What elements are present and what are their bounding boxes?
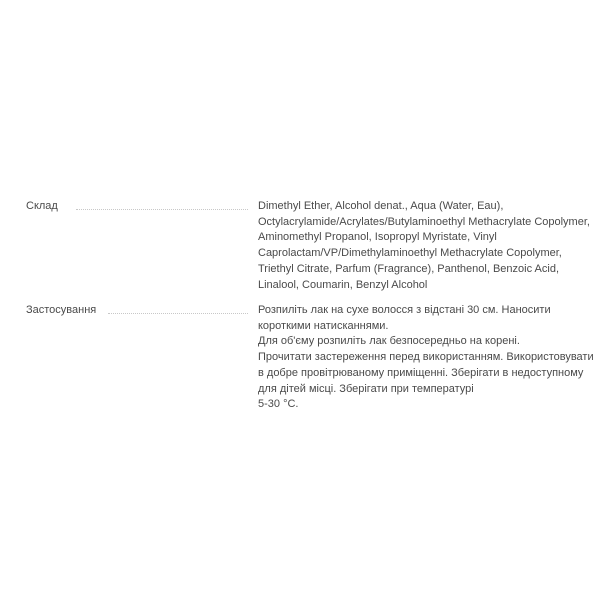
- spec-value-line: Triethyl Citrate, Parfum (Fragrance), Panthenol, Benzoic Acid,: [258, 262, 559, 275]
- spec-value-line: Caprolactam/VP/Dimethylaminoethyl Methacrylate Copolymer,: [258, 247, 562, 260]
- spec-value-line: для дітей місці. Зберігати при температурі: [258, 382, 474, 395]
- spec-value-line: Dimethyl Ether, Alcohol denat., Aqua (Water, Eau),: [258, 200, 504, 212]
- spec-leader-usage: [108, 313, 248, 314]
- spec-value-line: Розпиліть лак на сухе волосся з відстані 30 см. Наносити: [258, 304, 551, 316]
- spec-label-usage: Застосування: [26, 304, 97, 316]
- spec-value-line: Linalool, Coumarin, Benzyl Alcohol: [258, 278, 428, 291]
- spec-leader-composition: [76, 209, 248, 210]
- spec-label-composition: Склад: [26, 200, 58, 212]
- spec-value-line: Octylacrylamide/Acrylates/Butylaminoethyl Methacrylate Copolymer,: [258, 215, 590, 228]
- spec-value-line: Прочитати застереження перед використанням. Використовувати: [258, 351, 594, 364]
- spec-value-line: Для об'єму розпиліть лак безпосередньо на корені.: [258, 335, 520, 348]
- spec-value-line: 5-30 °C.: [258, 398, 299, 411]
- spec-value-line: Aminomethyl Propanol, Isopropyl Myristate, Vinyl: [258, 231, 497, 244]
- spec-value-composition: [258, 199, 588, 293]
- spec-value-usage: [258, 303, 594, 413]
- spec-value-line: в добре провітрюваному приміщенні. Зберігати в недоступному: [258, 366, 584, 379]
- spec-value-line: короткими натисканнями.: [258, 319, 389, 332]
